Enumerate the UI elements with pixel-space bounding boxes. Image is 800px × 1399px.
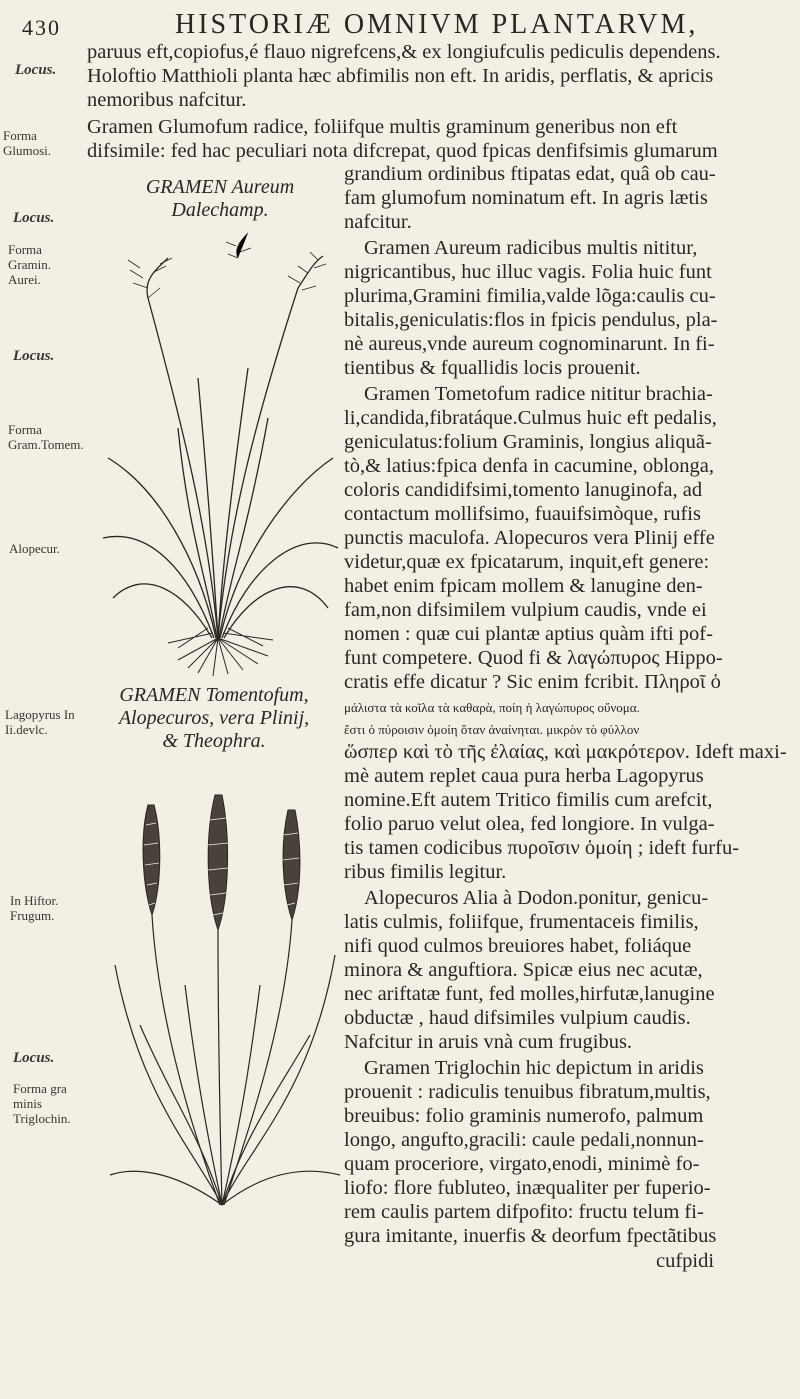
text-line: breuibus: folio graminis numerofo, palmum <box>344 1105 704 1127</box>
text-line: latis culmis, foliifque, frumentaceis fimilis, <box>344 911 699 933</box>
text-line: fam glumofum nominatum eft. In agris lætis <box>344 187 708 209</box>
text-line: nigricantibus, huc illuc vagis. Folia huic funt <box>344 261 712 283</box>
text-line: funt competere. Quod fi & λαγώπυρος Hippo- <box>344 647 723 669</box>
text-line: nec ariftatæ funt, fed molles,hirfutæ,lanugine <box>344 983 715 1005</box>
caption-line: GRAMEN Tomentofum, <box>119 684 309 706</box>
text-line: prouenit : radiculis tenuibus fibratum,multis, <box>344 1081 711 1103</box>
text-line: minora & anguftiora. Spicæ eius nec acutæ, <box>344 959 703 981</box>
gramen-aureum-illustration <box>88 228 348 678</box>
text-line: nè aureus,vnde aureum cognominarunt. In fi- <box>344 333 715 355</box>
text-line: quam proceriore, virgato,enodi, minimè fo- <box>344 1153 700 1175</box>
text-line: nafcitur. <box>344 211 412 233</box>
catchword: cufpidi <box>656 1250 715 1272</box>
text-line: Gramen Triglochin hic depictum in aridis <box>364 1057 704 1079</box>
text-line: habet enim fpicam mollem & lanugine den- <box>344 575 703 597</box>
text-line: mè autem replet caua pura herba Lagopyrus <box>344 765 704 787</box>
running-head: HISTORIÆ OMNIVM PLANTARVM, <box>175 9 699 40</box>
text-line: nomen : quæ cui plantæ aptius quàm ifti pof- <box>344 623 713 645</box>
text-line: Gramen Tometofum radice nititur brachia- <box>364 383 713 405</box>
text-line: tis tamen codicibus πυροῖσιν ὁμοίη ; ideft furfu- <box>344 837 740 859</box>
caption-line: Alopecuros, vera Plinij, <box>118 707 310 729</box>
text-line: nifi quod culmos breuiores habet, foliáque <box>344 935 692 957</box>
text-line: longo, angufto,gracili: caule pedali,nonnun- <box>344 1129 704 1151</box>
text-line: paruus eft,copiofus,é flauo nigrefcens,& ex longiufculis pediculis dependens. <box>87 41 721 63</box>
margin-note: Lagopyrus In Ii.devlc. <box>5 707 75 737</box>
margin-note: In Hiftor. Frugum. <box>10 893 59 923</box>
text-line: ἔστι ὁ πύροισιν ὁμοίη ὅταν ἀναίνηται. μικρὸν τὸ φύλλον <box>344 722 640 737</box>
margin-note: Locus. <box>13 348 55 364</box>
margin-note: Locus. <box>15 62 57 78</box>
text-line: fam,non difsimilem vulpium caudis, vnde ei <box>344 599 707 621</box>
margin-note: Forma Glumosi. <box>3 128 52 158</box>
text-line: contactum mollifsimo, fuauifsimòque, rufis <box>344 503 701 525</box>
page-number: 430 <box>22 15 61 40</box>
text-line: gura imitante, inuerfis & deorfum fpectãtibus <box>344 1225 717 1247</box>
text-line: nemoribus nafcitur. <box>87 89 247 111</box>
text-line: coloris candidifsimi,tomento lanuginofa, ad <box>344 479 703 501</box>
text-line: Nafcitur in aruis vnà cum frugibus. <box>344 1031 633 1053</box>
text-line: geniculatus:folium Graminis, longius aliquã- <box>344 431 712 453</box>
text-line: difsimile: fed hac peculiari nota difcrepat, quod fpicas denfifsimis glumarum <box>87 140 718 162</box>
text-line: plurima,Gramini fimilia,valde lõga:caulis cu- <box>344 285 716 307</box>
margin-note: Locus. <box>13 1050 55 1066</box>
caption-line: GRAMEN Aureum <box>145 176 295 198</box>
figure-caption <box>100 176 340 222</box>
text-line: bitalis,geniculatis:flos in fpicis pendulus, pla- <box>344 309 718 331</box>
text-line: videtur,quæ ex fpicatarum, inquit,eft genere: <box>344 551 710 573</box>
text-line: Holoftio Matthioli planta hæc abfimilis non eft. In aridis, perflatis, & apricis <box>87 65 714 87</box>
text-line: nomine.Eft autem Tritico fimilis cum arefcit, <box>344 789 713 811</box>
text-line: ribus fimilis legitur. <box>344 861 507 883</box>
gramen-tomentosum-illustration <box>100 765 350 1245</box>
margin-note: Forma Gramin. Aurei. <box>8 242 51 287</box>
text-line: grandium ordinibus ftipatas edat, quâ ob cau- <box>344 163 716 185</box>
margin-note: Locus. <box>13 210 55 226</box>
text-line: liofo: flore fubluteo, inæqualiter per fuperio- <box>344 1177 711 1199</box>
caption-line: Dalechamp. <box>171 199 269 221</box>
text-line: punctis maculofa. Alopecuros vera Plinij effe <box>344 527 715 549</box>
margin-note: Alopecur. <box>9 541 60 556</box>
text-line: rem caulis partem difpofito: fructu telum fi- <box>344 1201 704 1223</box>
text-line: obductæ , haud difsimiles vulpium caudis. <box>344 1007 691 1029</box>
caption-line: & Theophra. <box>162 730 266 752</box>
margin-note: Forma Gram.Tomem. <box>8 422 84 452</box>
text-line: μάλιστα τὰ κοῖλα τὰ καθαρὰ, ποίη ἡ λαγώπυρος οὔνομα. <box>344 700 640 715</box>
text-line: Alopecuros Alia à Dodon.ponitur, genicu- <box>364 887 709 909</box>
text-line: Gramen Glumofum radice, foliifque multis graminum generibus non eft <box>87 116 678 138</box>
text-line: Gramen Aureum radicibus multis nititur, <box>364 237 698 259</box>
text-line: tò,& latius:fpica denfa in cacumine, oblonga, <box>344 455 715 477</box>
figure-caption <box>74 684 354 753</box>
text-line: cratis effe dicatur ? Sic enim fcribit. Πληροῖ ὁ <box>344 671 721 693</box>
margin-note: Forma gra minis Triglochin. <box>13 1081 71 1126</box>
text-line: tientibus & fquallidis locis prouenit. <box>344 357 641 379</box>
text-line: ὥσπερ καὶ τὸ τῆς ἐλαίας, καὶ μακρότερον. Ideft maxi- <box>344 741 787 763</box>
text-line: li,candida,fibratáque.Culmus huic eft pedalis, <box>344 407 717 429</box>
text-line: folio paruo velut olea, fed longiore. In vulga- <box>344 813 715 835</box>
